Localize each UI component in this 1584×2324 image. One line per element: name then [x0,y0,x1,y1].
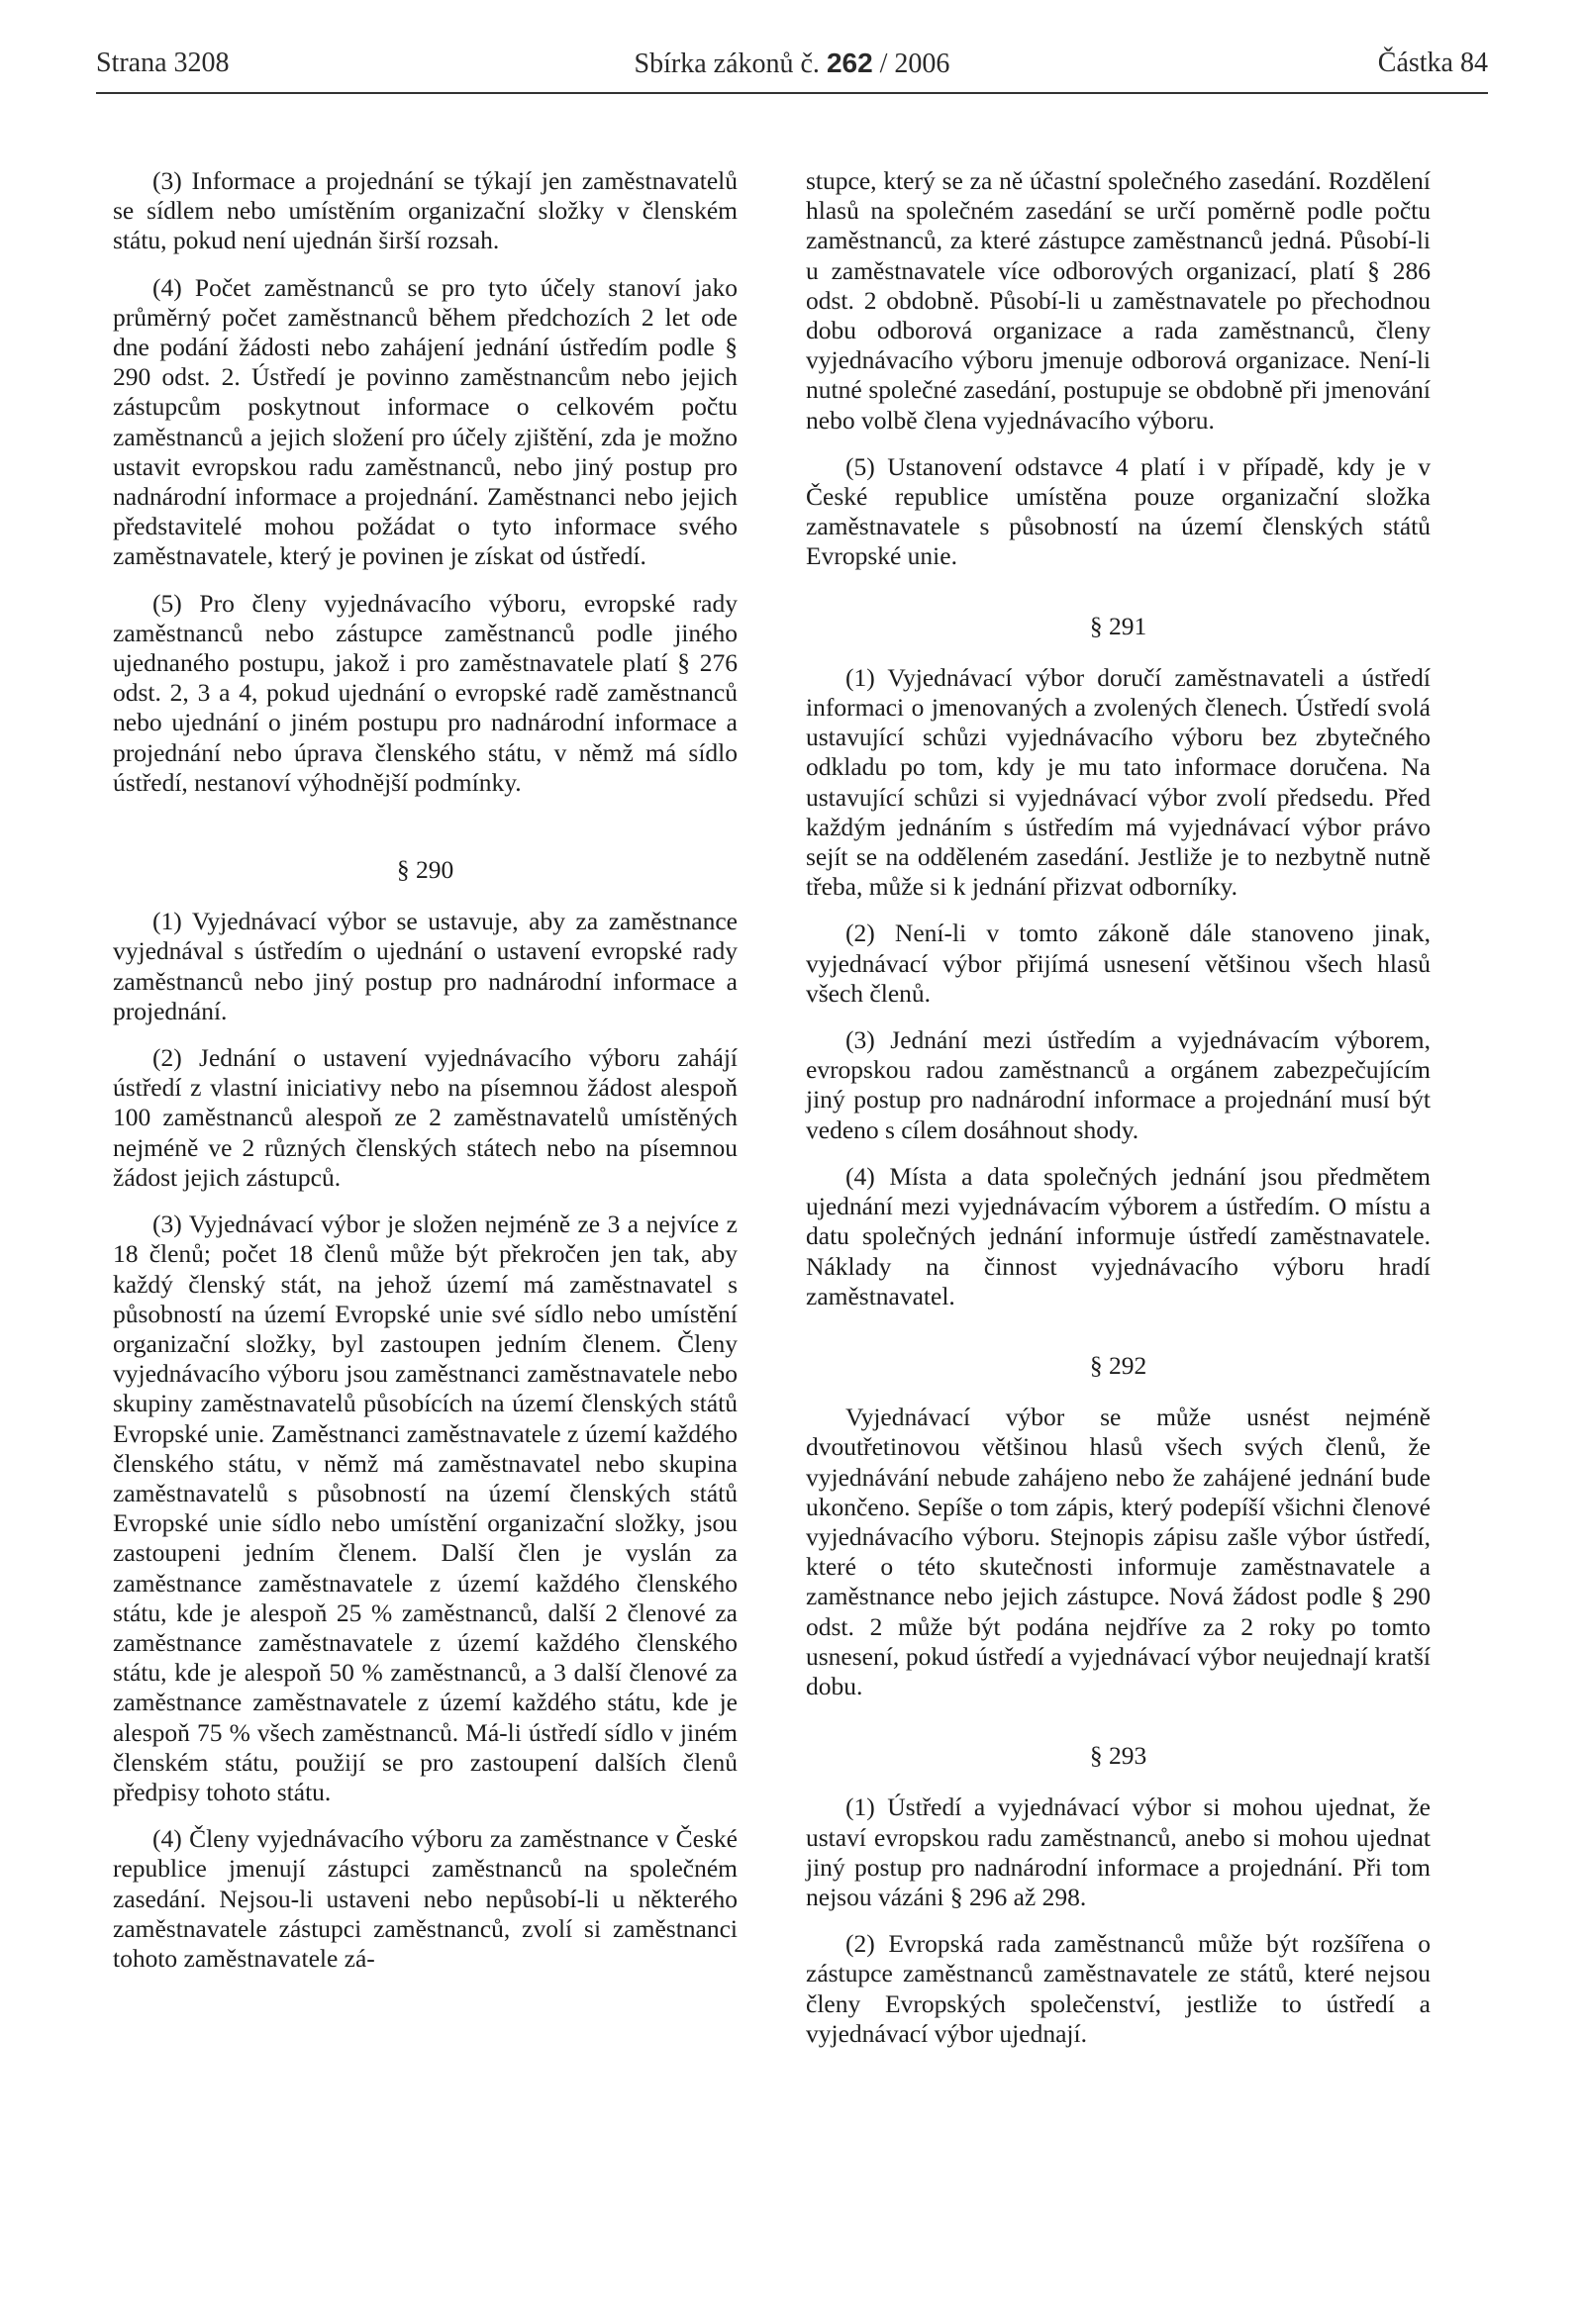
section-heading: § 293 [1089,1741,1147,1771]
paragraph-continued: stupce, který se za ně účastní společného zasedání. Rozdělení hlasů na společném zasedání se určí poměrně podle počtu zaměstnanců, za které zástupce zaměstnanců jedná. Působí-li u zaměstnavatele více odborových organizací, platí § 286 odst. 2 obdobně. Působí-li u zaměstnavatele po přechodnou dobu odborová organizace a rada zaměstnanců, členy vyjednávacího výboru jmenuje odborová organizace. Není-li nutné společné zasedání, postupuje se obdobně při jmenování nebo volbě člena vyjednávacího výboru. [806,166,1431,435]
header-divider [96,92,1488,94]
paragraph: (1) Vyjednávací výbor se ustavuje, aby za zaměstnance vyjednával s ústředím o ujednání o ustavení evropské rady zaměstnanců nebo jiný postup pro nadnárodní informace a projednání. [113,907,738,1025]
section-heading: § 291 [1089,611,1147,640]
law-year: / 2006 [879,48,950,79]
right-column [806,166,1431,2066]
paragraph: (4) Počet zaměstnanců se pro tyto účely stanoví jako průměrný počet zaměstnanců během předchozích 2 let ode dne podání žádosti nebo zahájení jednání ústředím podle § 290 odst. 2. Ústředí je povinno zaměstnancům nebo jejich zástupcům poskytnout informace o celkovém počtu zaměstnanců a jejich složení pro účely zjištění, zda je možno ustavit evropskou radu zaměstnanců, nebo jiný postup pro nadnárodní informace a projednání. Zaměstnanci nebo jejich představitelé mohou požádat o tyto informace svého zaměstnavatele, který je povinen je získat od ústředí. [113,272,738,571]
section-heading: § 292 [1089,1350,1147,1380]
paragraph: (3) Vyjednávací výbor je složen nejméně ze 3 a nejvíce z 18 členů; počet 18 členů může být překročen jen tak, aby každý členský stát, na jehož území má zaměstnavatel s působností na území Evropské unie své sídlo nebo umístění organizační složky, byl zastoupen jedním členem. Členy vyjednávacího výboru jsou zaměstnanci zaměstnavatele nebo skupiny zaměstnavatelů působících na území členských států Evropské unie. Zaměstnanci zaměstnavatele z území každého členského státu, v němž má zaměstnavatel nebo skupina zaměstnavatelů s působností na území členských států Evropské unie sídlo nebo umístění organizační složky, jsou zastoupeni jedním členem. Další člen je vyslán za zaměstnance zaměstnavatele z území každého členského státu, kde je alespoň 25 % zaměstnanců, další 2 členové za zaměstnance zaměstnavatele z území každého členského státu, kde je alespoň 50 % zaměstnanců, a 3 další členové za zaměstnance zaměstnavatele z území každého státu, kde je alespoň 75 % všech zaměstnanců. Má-li ústředí sídlo v jiném členském státu, použijí se pro zastoupení dalších členů předpisy tohoto státu. [113,1210,738,1806]
law-number: 262 [826,48,873,78]
paragraph: (5) Ustanovení odstavce 4 platí i v případě, kdy je v České republice umístěna pouze organizační složka zaměstnavatele s působností na území členských států Evropské unie. [806,451,1431,571]
section-heading: § 290 [396,855,454,885]
part-label: Částka 84 [1377,48,1488,78]
paragraph: (4) Členy vyjednávacího výboru za zaměstnance v České republice jmenují zástupci zaměstnanců na společném zasedání. Nejsou-li ustaveni nebo nepůsobí-li u některého zaměstnavatele zástupci zaměstnanců, zvolí si zaměstnanci tohoto zaměstnavatele zá- [113,1824,738,1973]
paragraph: (2) Není-li v tomto zákoně dále stanoveno jinak, vyjednávací výbor přijímá usnesení většinou všech hlasů všech členů. [806,919,1431,1008]
paragraph: (5) Pro členy vyjednávacího výboru, evropské rady zaměstnanců nebo zástupce zaměstnanců podle jiného ujednaného postupu, jakož i pro zaměstnavatele platí § 276 odst. 2, 3 a 4, pokud ujednání o evropské radě zaměstnanců nebo ujednání o jiném postupu pro nadnárodní informace a projednání nebo úprava členského státu, v němž má sídlo ústředí, nestanoví výhodnější podmínky. [113,588,738,797]
paragraph: Vyjednávací výbor se může usnést nejméně dvoutřetinovou většinou hlasů všech svých členů, že vyjednávání nebude zahájeno nebo že zahájené jednání bude ukončeno. Sepíše o tom zápis, který podepíší všichni členové vyjednávacího výboru. Stejnopis zápisu zašle výbor ústředí, které o této skutečnosti informuje zaměstnavatele a zaměstnance nebo jejich zástupce. Nová žádost podle § 290 odst. 2 může být podána nejdříve za 2 roky po tomto usnesení, pokud ústředí a vyjednávací výbor neujednají kratší dobu. [806,1403,1431,1700]
paragraph: (1) Ústředí a vyjednávací výbor si mohou ujednat, že ustaví evropskou radu zaměstnanců, anebo si mohou ujednat jiný postup pro nadnárodní informace a projednání. Při tom nejsou vázáni § 296 až 298. [806,1792,1431,1911]
paragraph: (3) Informace a projednání se týkají jen zaměstnavatelů se sídlem nebo umístěním organizační složky v členském státu, pokud není ujednán širší rozsah. [113,166,738,255]
collection-name: Sbírka zákonů č. [634,48,820,79]
page-number-label: Strana 3208 [96,48,230,78]
paragraph: (1) Vyjednávací výbor doručí zaměstnavateli a ústředí informaci o jmenovaných a zvolených členech. Ústředí svolá ustavující schůzi vyjednávacího výboru bez zbytečného odkladu po tom, kdy je mu tato informace doručena. Na ustavující schůzi si vyjednávací výbor zvolí předsedu. Před každým jednáním s ústředím má vyjednávací výbor právo sejít se na odděleném zasedání. Jestliže je to nezbytně nutně třeba, může si k jednání přizvat odborníky. [806,662,1431,902]
collection-title [96,48,1488,80]
paragraph: (2) Jednání o ustavení vyjednávacího výboru zahájí ústředí z vlastní iniciativy nebo na písemnou žádost alespoň 100 zaměstnanců alespoň ze 2 zaměstnavatelů umístěných nejméně ve 2 různých členských státech nebo na písemnou žádost jejich zástupců. [113,1043,738,1192]
paragraph: (4) Místa a data společných jednání jsou předmětem ujednání mezi vyjednávacím výborem a ústředím. O místu a datu společných jednání informuje ústředí zaměstnavatele. Náklady na činnost vyjednávacího výboru hradí zaměstnavatel. [806,1161,1431,1310]
paragraph: (3) Jednání mezi ústředím a vyjednávacím výborem, evropskou radou zaměstnanců a orgánem zabezpečujícím jiný postup pro nadnárodní informace a projednání musí být vedeno s cílem dosáhnout shody. [806,1025,1431,1144]
page-header [96,48,1488,91]
left-column [113,166,738,1990]
paragraph: (2) Evropská rada zaměstnanců může být rozšířena o zástupce zaměstnanců zaměstnavatele ze států, které nejsou členy Evropských společenství, jestliže to ústředí a vyjednávací výbor ujednají. [806,1929,1431,2048]
